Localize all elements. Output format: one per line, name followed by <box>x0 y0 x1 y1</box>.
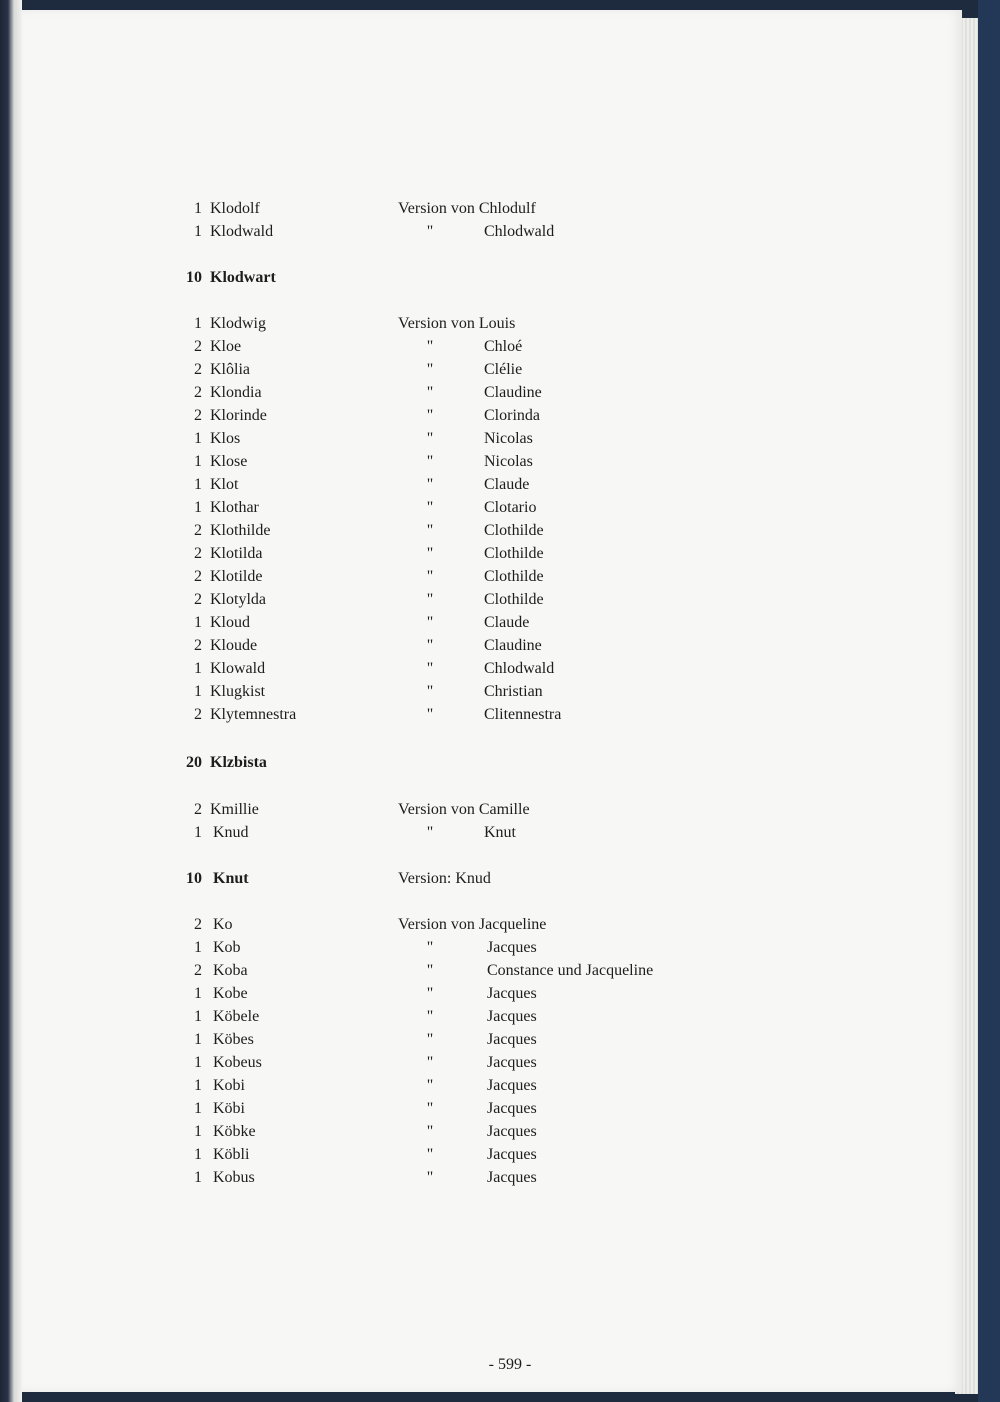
entry-meaning: Jacques <box>487 1169 537 1186</box>
entry-count: 1 <box>194 660 202 677</box>
entry-meaning: Clitennestra <box>484 706 562 723</box>
entry-count: 1 <box>194 1077 202 1094</box>
name-entry <box>22 1167 962 1189</box>
entry-count: 2 <box>194 916 202 933</box>
entry-meaning: Clothilde <box>484 568 544 585</box>
entry-note: Version: Knud <box>398 870 491 887</box>
entry-meaning: Clotario <box>484 499 537 516</box>
entry-name: Köbke <box>213 1123 256 1140</box>
name-entry <box>22 382 962 404</box>
entry-note: Version von Louis <box>398 315 516 332</box>
entry-name: Klot <box>210 476 239 493</box>
entry-count: 2 <box>194 637 202 654</box>
entry-count: 1 <box>194 1031 202 1048</box>
entry-name: Klorinde <box>210 407 267 424</box>
name-entry <box>22 589 962 611</box>
ditto-mark: " <box>426 985 434 1002</box>
entry-name: Klondia <box>210 384 262 401</box>
entry-meaning: Nicolas <box>484 453 533 470</box>
ditto-mark: " <box>426 591 434 608</box>
entry-name: Kobeus <box>213 1054 262 1071</box>
entry-meaning: Nicolas <box>484 430 533 447</box>
name-entry <box>22 497 962 519</box>
entry-count: 1 <box>194 614 202 631</box>
entry-meaning: Jacques <box>487 1031 537 1048</box>
entry-count: 2 <box>194 338 202 355</box>
book-cover-edge <box>978 0 1000 1402</box>
entry-name: Kobus <box>213 1169 255 1186</box>
entry-name: Ko <box>213 916 233 933</box>
entry-count: 2 <box>194 407 202 424</box>
entry-name: Klodwart <box>210 269 276 286</box>
entry-name: Klowald <box>210 660 266 677</box>
entry-note: Version von Camille <box>398 801 530 818</box>
ditto-mark: " <box>426 637 434 654</box>
ditto-mark: " <box>426 453 434 470</box>
entry-name: Knud <box>213 824 249 841</box>
ditto-mark: " <box>426 939 434 956</box>
entry-meaning: Jacques <box>487 939 537 956</box>
name-entry <box>22 336 962 358</box>
name-entry <box>22 543 962 565</box>
entry-count: 2 <box>194 706 202 723</box>
entry-count: 1 <box>194 315 202 332</box>
ditto-mark: " <box>426 706 434 723</box>
entry-name: Klodwald <box>210 223 274 240</box>
name-entry <box>22 520 962 542</box>
entry-count: 1 <box>194 824 202 841</box>
ditto-mark: " <box>426 1169 434 1186</box>
name-entry <box>22 1144 962 1166</box>
name-entry <box>22 359 962 381</box>
entry-meaning: Knut <box>484 824 516 841</box>
ditto-mark: " <box>426 1054 434 1071</box>
name-entry <box>22 1052 962 1074</box>
entry-meaning: Clothilde <box>484 591 544 608</box>
ditto-mark: " <box>426 338 434 355</box>
entry-meaning: Jacques <box>487 1054 537 1071</box>
entry-meaning: Claude <box>484 476 530 493</box>
entry-meaning: Constance und Jacqueline <box>487 962 654 979</box>
entry-meaning: Chloé <box>484 338 523 355</box>
ditto-mark: " <box>426 962 434 979</box>
entry-meaning: Jacques <box>487 1100 537 1117</box>
name-entry <box>22 868 962 890</box>
entry-name: Klzbista <box>210 754 267 771</box>
name-entry <box>22 1029 962 1051</box>
entry-count: 2 <box>194 361 202 378</box>
name-entry <box>22 1098 962 1120</box>
entry-name: Klodwig <box>210 315 266 332</box>
entry-meaning: Clothilde <box>484 522 544 539</box>
ditto-mark: " <box>426 499 434 516</box>
ditto-mark: " <box>426 824 434 841</box>
entry-name: Knut <box>213 870 249 887</box>
entry-meaning: Clélie <box>484 361 523 378</box>
name-entry <box>22 405 962 427</box>
ditto-mark: " <box>426 1146 434 1163</box>
entry-meaning: Claude <box>484 614 530 631</box>
entry-name: Kloe <box>210 338 242 355</box>
entry-count: 1 <box>194 683 202 700</box>
ditto-mark: " <box>426 407 434 424</box>
entry-note: Version von Chlodulf <box>398 200 536 217</box>
name-entry <box>22 198 962 220</box>
entry-name: Klugkist <box>210 683 266 700</box>
entry-meaning: Claudine <box>484 637 542 654</box>
name-entry <box>22 451 962 473</box>
entry-meaning: Clorinda <box>484 407 540 424</box>
name-entry <box>22 428 962 450</box>
entry-meaning: Jacques <box>487 1123 537 1140</box>
ditto-mark: " <box>426 223 434 240</box>
ditto-mark: " <box>426 1077 434 1094</box>
entry-meaning: Clothilde <box>484 545 544 562</box>
name-entry <box>22 681 962 703</box>
entry-name: Kloude <box>210 637 258 654</box>
entry-name: Klotilde <box>210 568 263 585</box>
entry-name: Köbele <box>213 1008 260 1025</box>
entry-count: 2 <box>194 384 202 401</box>
book-spine-edge <box>0 0 22 1402</box>
entry-name: Köbi <box>213 1100 245 1117</box>
entry-name: Koba <box>213 962 248 979</box>
entry-meaning: Jacques <box>487 1146 537 1163</box>
entry-meaning: Chlodwald <box>484 660 555 677</box>
ditto-mark: " <box>426 545 434 562</box>
entry-name: Klothar <box>210 499 259 516</box>
ditto-mark: " <box>426 614 434 631</box>
name-entry <box>22 313 962 335</box>
page-number-text: - 599 - <box>488 1356 532 1373</box>
entry-name: Klos <box>210 430 241 447</box>
entry-name: Kob <box>213 939 241 956</box>
entry-count: 1 <box>194 1054 202 1071</box>
name-entry <box>22 799 962 821</box>
entry-count: 20 <box>186 754 202 771</box>
entry-meaning: Jacques <box>487 1008 537 1025</box>
name-entry <box>22 612 962 634</box>
name-entry <box>22 704 962 726</box>
name-entry <box>22 983 962 1005</box>
name-entry <box>22 1006 962 1028</box>
entry-meaning: Claudine <box>484 384 542 401</box>
entry-meaning: Christian <box>484 683 543 700</box>
name-entry <box>22 221 962 243</box>
entry-count: 1 <box>194 499 202 516</box>
ditto-mark: " <box>426 568 434 585</box>
entry-name: Klose <box>210 453 248 470</box>
entry-count: 1 <box>194 476 202 493</box>
entry-count: 10 <box>186 870 202 887</box>
name-entry <box>22 566 962 588</box>
entry-name: Klotilda <box>210 545 263 562</box>
entry-meaning: Jacques <box>487 985 537 1002</box>
entry-count: 10 <box>186 269 202 286</box>
name-entry <box>22 1121 962 1143</box>
name-entry <box>22 914 962 936</box>
name-entry <box>22 474 962 496</box>
entry-note: Version von Jacqueline <box>398 916 547 933</box>
entry-count: 1 <box>194 430 202 447</box>
page-number <box>22 1356 962 1374</box>
name-entry <box>22 752 962 774</box>
entry-count: 2 <box>194 522 202 539</box>
entry-count: 1 <box>194 1008 202 1025</box>
entry-count: 1 <box>194 1169 202 1186</box>
entry-meaning: Jacques <box>487 1077 537 1094</box>
entry-count: 1 <box>194 1123 202 1140</box>
name-entry <box>22 267 962 289</box>
entry-name: Klytemnestra <box>210 706 297 723</box>
ditto-mark: " <box>426 384 434 401</box>
name-entry <box>22 960 962 982</box>
entry-count: 2 <box>194 568 202 585</box>
ditto-mark: " <box>426 430 434 447</box>
entry-count: 2 <box>194 545 202 562</box>
ditto-mark: " <box>426 1100 434 1117</box>
name-entry <box>22 658 962 680</box>
ditto-mark: " <box>426 1031 434 1048</box>
entry-name: Kobi <box>213 1077 245 1094</box>
entry-name: Kmillie <box>210 801 259 818</box>
entry-count: 1 <box>194 1100 202 1117</box>
entry-count: 1 <box>194 453 202 470</box>
ditto-mark: " <box>426 660 434 677</box>
entry-count: 1 <box>194 200 202 217</box>
entry-name: Kobe <box>213 985 248 1002</box>
entry-name: Kloud <box>210 614 250 631</box>
name-entry <box>22 937 962 959</box>
name-entry <box>22 822 962 844</box>
entry-name: Klotylda <box>210 591 266 608</box>
ditto-mark: " <box>426 476 434 493</box>
entry-count: 1 <box>194 1146 202 1163</box>
ditto-mark: " <box>426 1123 434 1140</box>
entry-name: Klodolf <box>210 200 260 217</box>
entry-count: 2 <box>194 801 202 818</box>
entry-count: 2 <box>194 591 202 608</box>
entry-count: 2 <box>194 962 202 979</box>
book-page <box>22 10 962 1392</box>
entry-meaning: Chlodwald <box>484 223 555 240</box>
entry-name: Klothilde <box>210 522 271 539</box>
entry-count: 1 <box>194 939 202 956</box>
ditto-mark: " <box>426 683 434 700</box>
ditto-mark: " <box>426 522 434 539</box>
entry-count: 1 <box>194 985 202 1002</box>
entry-name: Klôlia <box>210 361 250 378</box>
entry-count: 1 <box>194 223 202 240</box>
name-entry <box>22 1075 962 1097</box>
ditto-mark: " <box>426 361 434 378</box>
entry-name: Köbli <box>213 1146 250 1163</box>
entry-name: Köbes <box>213 1031 254 1048</box>
ditto-mark: " <box>426 1008 434 1025</box>
name-entry <box>22 635 962 657</box>
